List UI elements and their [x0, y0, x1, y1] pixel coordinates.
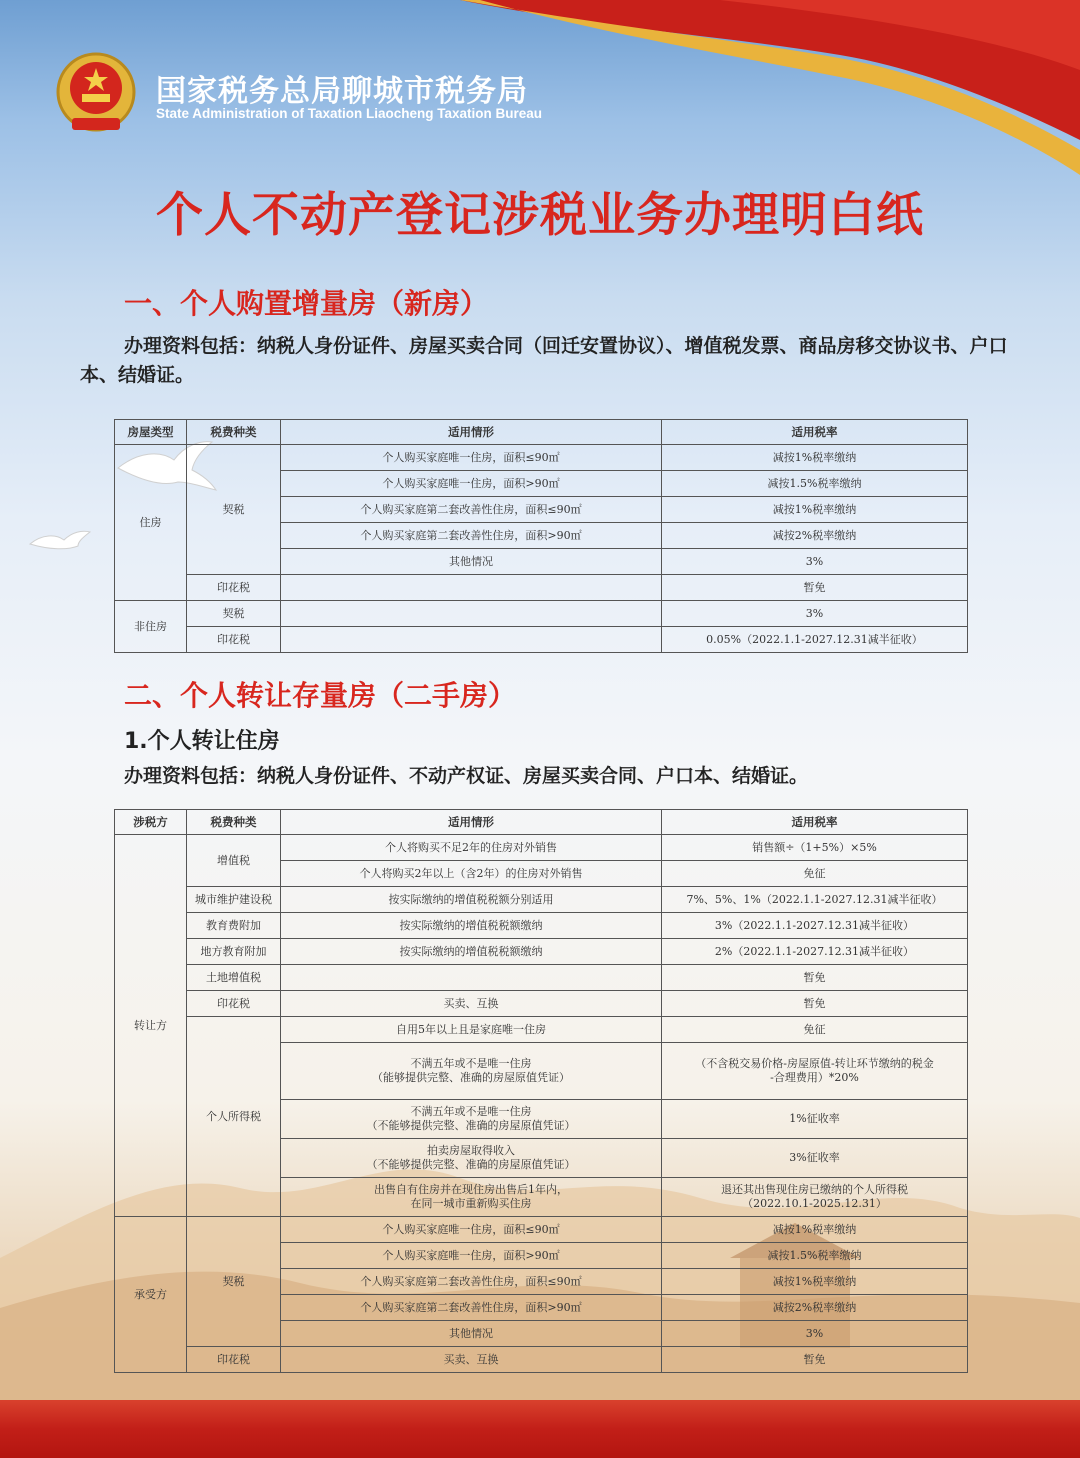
case-cell: 个人购买家庭第二套改善性住房，面积≤90㎡: [281, 1269, 662, 1295]
house-type-cell: 住房: [115, 445, 187, 601]
case-cell: 个人购买家庭唯一住房，面积>90㎡: [281, 1243, 662, 1269]
header-house-type: 房屋类型: [115, 420, 187, 445]
rate-cell: 2%（2022.1.1-2027.12.31减半征收）: [662, 939, 968, 965]
section2-materials: 办理资料包括：纳税人身份证件、不动产权证、房屋买卖合同、户口本、结婚证。: [124, 765, 809, 787]
tax-type-cell: 土地增值税: [187, 965, 281, 991]
table-row: [115, 965, 968, 991]
case-cell: 个人购买家庭唯一住房，面积≤90㎡: [281, 1217, 662, 1243]
case-cell: 其他情况: [281, 1321, 662, 1347]
tax-type-cell: 契税: [187, 1217, 281, 1347]
rate-cell: 3%: [662, 1321, 968, 1347]
rate-cell: 免征: [662, 1017, 968, 1043]
section1-title: 一、个人购置增量房（新房）: [124, 287, 489, 320]
case-cell: 买卖、互换: [281, 1347, 662, 1373]
case-cell: [281, 965, 662, 991]
tax-type-cell: 增值税: [187, 835, 281, 887]
red-ribbon-decoration: [460, 0, 1080, 180]
case-line: 拍卖房屋取得收入: [427, 1144, 515, 1157]
table-row: [115, 913, 968, 939]
case-line: （不能够提供完整、准确的房屋原值凭证）: [366, 1119, 576, 1132]
rate-cell: 减按2%税率缴纳: [662, 523, 968, 549]
table-row: [115, 627, 968, 653]
tax-type-cell: 契税: [187, 601, 281, 627]
table-row: [115, 1017, 968, 1043]
rate-cell: 减按1.5%税率缴纳: [662, 1243, 968, 1269]
rate-line: 退还其出售现住房已缴纳的个人所得税: [721, 1183, 908, 1196]
rate-cell: 3%: [662, 601, 968, 627]
case-cell: 个人购买家庭唯一住房，面积>90㎡: [281, 471, 662, 497]
page-title: 个人不动产登记涉税业务办理明白纸: [156, 188, 924, 243]
case-cell: 买卖、互换: [281, 991, 662, 1017]
rate-cell: 1%征收率: [662, 1100, 968, 1139]
header-case: 适用情形: [281, 810, 662, 835]
header-rate: 适用税率: [662, 420, 968, 445]
rate-cell: 7%、5%、1%（2022.1.1-2027.12.31减半征收）: [662, 887, 968, 913]
rate-cell: 减按1%税率缴纳: [662, 497, 968, 523]
case-cell: 个人购买家庭第二套改善性住房，面积>90㎡: [281, 523, 662, 549]
table-header-row: [115, 810, 968, 835]
tax-type-cell: 个人所得税: [187, 1017, 281, 1217]
tax-type-cell: 地方教育附加: [187, 939, 281, 965]
header-tax-type: 税费种类: [187, 810, 281, 835]
party-cell: 转让方: [115, 835, 187, 1217]
tax-type-cell: 印花税: [187, 575, 281, 601]
case-line: 在同一城市重新购买住房: [410, 1197, 532, 1210]
table-row: [115, 887, 968, 913]
section1-materials: 办理资料包括：纳税人身份证件、房屋买卖合同（回迁安置协议）、增值税发票、商品房移交协议书、户口本、结婚证。: [80, 335, 1008, 386]
case-cell: [281, 627, 662, 653]
rate-cell: [662, 1178, 968, 1217]
case-cell: 个人购买家庭第二套改善性住房，面积>90㎡: [281, 1295, 662, 1321]
rate-cell: 减按1%税率缴纳: [662, 1217, 968, 1243]
case-cell: 按实际缴纳的增值税税额缴纳: [281, 939, 662, 965]
header-case: 适用情形: [281, 420, 662, 445]
rate-cell: 暂免: [662, 991, 968, 1017]
rate-cell: [662, 1043, 968, 1100]
rate-cell: 3%: [662, 549, 968, 575]
case-cell: 按实际缴纳的增值税税额分别适用: [281, 887, 662, 913]
rate-cell: 暂免: [662, 575, 968, 601]
rate-cell: 3%（2022.1.1-2027.12.31减半征收）: [662, 913, 968, 939]
section2-subtitle: 1.个人转让住房: [124, 729, 280, 754]
case-line: 不满五年或不是唯一住房: [410, 1105, 532, 1118]
small-dove-image: [28, 528, 94, 554]
tax-type-cell: 契税: [187, 445, 281, 575]
case-line: （不能够提供完整、准确的房屋原值凭证）: [366, 1158, 576, 1171]
house-type-cell: 非住房: [115, 601, 187, 653]
table-row: [115, 991, 968, 1017]
rate-line: -合理费用）*20%: [770, 1071, 859, 1084]
case-cell: 其他情况: [281, 549, 662, 575]
case-cell: [281, 601, 662, 627]
header-party: 涉税方: [115, 810, 187, 835]
rate-line: （2022.10.1-2025.12.31）: [742, 1197, 887, 1210]
case-cell: 按实际缴纳的增值税税额缴纳: [281, 913, 662, 939]
case-line: 不满五年或不是唯一住房: [410, 1057, 532, 1070]
tax-type-cell: 城市维护建设税: [187, 887, 281, 913]
table-row: [115, 835, 968, 861]
case-cell: [281, 1178, 662, 1217]
table-row: [115, 1217, 968, 1243]
rate-cell: 销售额÷（1+5%）×5%: [662, 835, 968, 861]
case-cell: [281, 575, 662, 601]
rate-cell: 减按1%税率缴纳: [662, 1269, 968, 1295]
case-line: 出售自有住房并在现住房出售后1年内，: [374, 1183, 568, 1196]
case-cell: 个人购买家庭唯一住房，面积≤90㎡: [281, 445, 662, 471]
table-row: [115, 601, 968, 627]
org-name-english: State Administration of Taxation Liaocheng Taxation Bureau: [156, 106, 543, 121]
case-cell: 个人将购买2年以上（含2年）的住房对外销售: [281, 861, 662, 887]
rate-cell: 暂免: [662, 1347, 968, 1373]
party-cell: 承受方: [115, 1217, 187, 1373]
rate-cell: 暂免: [662, 965, 968, 991]
table-row: [115, 445, 968, 471]
rate-cell: 0.05%（2022.1.1-2027.12.31减半征收）: [662, 627, 968, 653]
case-line: （能够提供完整、准确的房屋原值凭证）: [372, 1071, 570, 1084]
table-row: [115, 1347, 968, 1373]
case-cell: 个人购买家庭第二套改善性住房，面积≤90㎡: [281, 497, 662, 523]
case-cell: [281, 1043, 662, 1100]
case-cell: 自用5年以上且是家庭唯一住房: [281, 1017, 662, 1043]
rate-cell: 减按1.5%税率缴纳: [662, 471, 968, 497]
tax-type-cell: 印花税: [187, 627, 281, 653]
case-cell: [281, 1100, 662, 1139]
tax-type-cell: 印花税: [187, 991, 281, 1017]
rate-cell: 3%征收率: [662, 1139, 968, 1178]
rate-cell: 免征: [662, 861, 968, 887]
table-header-row: [115, 420, 968, 445]
table-row: [115, 575, 968, 601]
rate-line: （不含税交易价格-房屋原值-转让环节缴纳的税金: [695, 1057, 934, 1070]
rate-cell: 减按1%税率缴纳: [662, 445, 968, 471]
section2-title: 二、个人转让存量房（二手房）: [124, 679, 517, 712]
case-cell: [281, 1139, 662, 1178]
header-tax-type: 税费种类: [187, 420, 281, 445]
tax-type-cell: 印花税: [187, 1347, 281, 1373]
case-cell: 个人将购买不足2年的住房对外销售: [281, 835, 662, 861]
second-hand-house-tax-table: [114, 809, 968, 1373]
org-name-chinese: 国家税务总局聊城市税务局: [156, 75, 528, 108]
rate-cell: 减按2%税率缴纳: [662, 1295, 968, 1321]
header-rate: 适用税率: [662, 810, 968, 835]
tax-type-cell: 教育费附加: [187, 913, 281, 939]
table-row: [115, 939, 968, 965]
new-house-tax-table: [114, 419, 968, 653]
tax-emblem-logo: [48, 48, 144, 138]
bottom-red-band: [0, 1400, 1080, 1458]
